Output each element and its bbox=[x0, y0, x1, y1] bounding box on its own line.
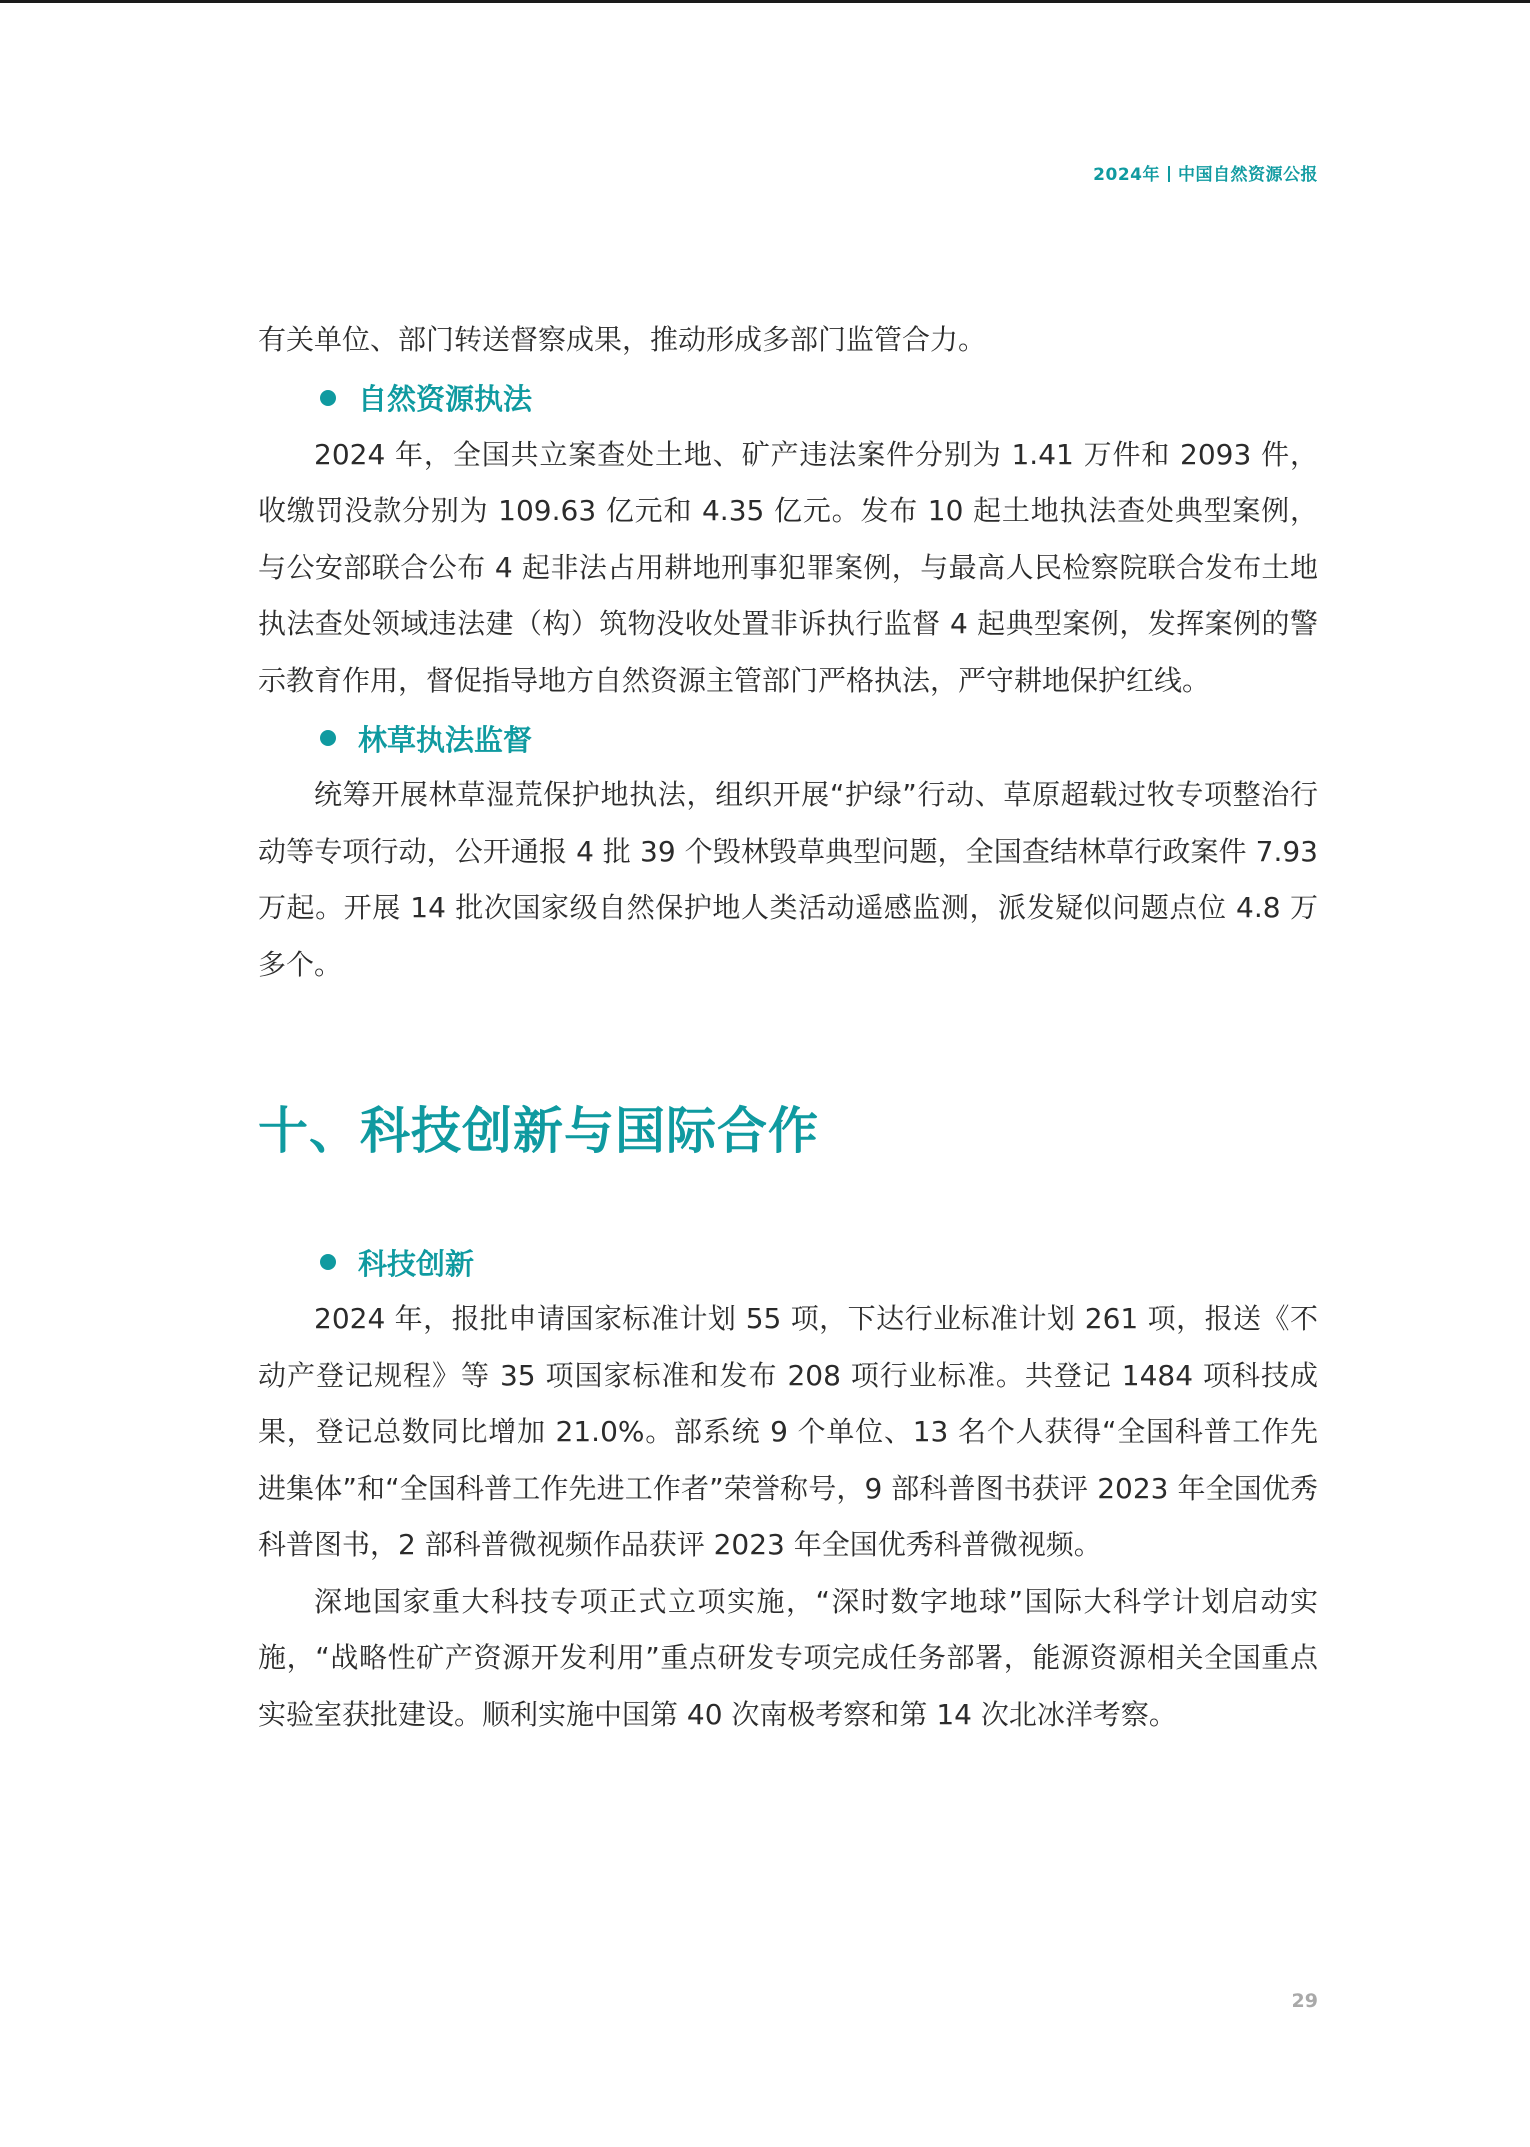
subheading-forestry bbox=[258, 709, 1318, 767]
header-year: 2024年 bbox=[1093, 165, 1160, 185]
subheading-innovation bbox=[258, 1233, 1318, 1291]
header-separator bbox=[1168, 166, 1170, 182]
subheading-label: 林草执法监督 bbox=[358, 722, 533, 757]
page-content bbox=[258, 312, 1318, 1743]
subheading-enforcement bbox=[258, 369, 1318, 427]
enforcement-paragraph: 2024 年，全国共立案查处土地、矿产违法案件分别为 1.41 万件和 2093 件，收缴罚没款分别为 109.63 亿元和 4.35 亿元。发布 10 起土地执法查处典型案例，与公安部联合公布 4 起非法占用耕地刑事犯罪案例，与最高人民检察院联合发布土地执法查处领域违法建（构）筑物没收处置非诉执行监督 4 起典型案例，发挥案例的警示教育作用，督促指导地方自然资源主管部门严格执法，严守耕地保护红线。 bbox=[258, 437, 1318, 697]
page-number: 29 bbox=[1291, 1990, 1318, 2012]
header-title: 中国自然资源公报 bbox=[1178, 165, 1318, 185]
bullet-icon bbox=[320, 730, 336, 746]
bullet-icon bbox=[320, 390, 336, 406]
intro-tail-paragraph: 有关单位、部门转送督察成果，推动形成多部门监管合力。 bbox=[258, 323, 987, 356]
running-header bbox=[1093, 160, 1318, 185]
subheading-label: 自然资源执法 bbox=[358, 382, 533, 416]
subheading-label: 科技创新 bbox=[358, 1246, 475, 1281]
innovation-paragraph-1: 2024 年，报批申请国家标准计划 55 项，下达行业标准计划 261 项，报送《不动产登记规程》等 35 项国家标准和发布 208 项行业标准。共登记 1484 项科技成果，登记总数同比增加 21.0%。部系统 9 个单位、13 名个人获得“全国科普工作先进集体”和“全国科普工作先进工作者”荣誉称号，9 部科普图书获评 2023 年全国优秀科普图书，2 部科普微视频作品获评 2023 年全国优秀科普微视频。 bbox=[258, 1302, 1318, 1561]
chapter-title: 十、科技创新与国际合作 bbox=[258, 1102, 819, 1160]
bullet-icon bbox=[320, 1254, 336, 1270]
innovation-paragraph-2: 深地国家重大科技专项正式立项实施，“深时数字地球”国际大科学计划启动实施，“战略性矿产资源开发利用”重点研发专项完成任务部署，能源资源相关全国重点实验室获批建设。顺利实施中国第 40 次南极考察和第 14 次北冰洋考察。 bbox=[258, 1584, 1318, 1731]
top-border-line bbox=[0, 0, 1530, 3]
forestry-paragraph: 统筹开展林草湿荒保护地执法，组织开展“护绿”行动、草原超载过牧专项整治行动等专项行动，公开通报 4 批 39 个毁林毁草典型问题，全国查结林草行政案件 7.93 万起。开展 14 批次国家级自然保护地人类活动遥感监测，派发疑似问题点位 4.8 万多个。 bbox=[258, 778, 1318, 981]
